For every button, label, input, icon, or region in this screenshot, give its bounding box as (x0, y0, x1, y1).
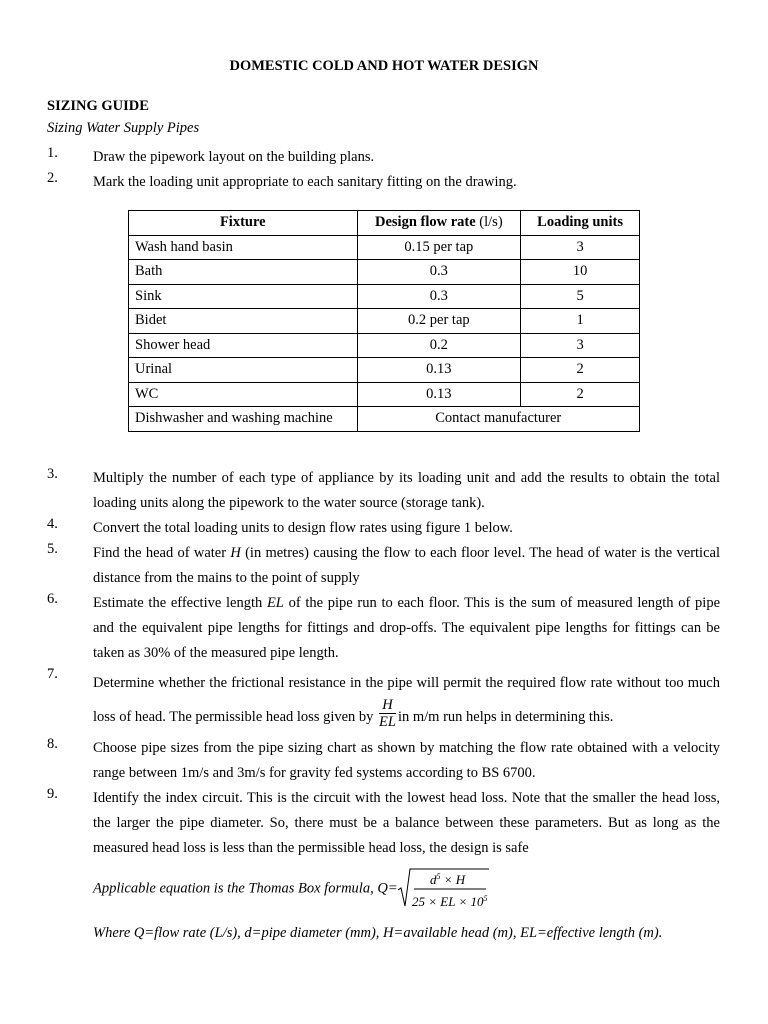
step-number: 6. (47, 591, 58, 607)
equation-numerator: $d^5 \times H$ (429, 872, 465, 887)
fraction-denominator: EL (379, 714, 396, 731)
cell-fixture: Wash hand basin (129, 235, 358, 260)
step-text: Multiply the number of each type of appliance by its loading unit and add the results to obtain the total loading units along the pipework to the water source (storage tank). (93, 470, 720, 511)
cell-fixture: Bath (129, 260, 358, 285)
cell-units: 2 (521, 382, 640, 407)
step-number: 2. (47, 170, 58, 186)
step-text: Convert the total loading units to design flow rates using figure 1 below. (93, 520, 513, 536)
step-number: 5. (47, 541, 58, 557)
step-number: 1. (47, 145, 58, 161)
step-text (93, 591, 720, 666)
cell-units: 3 (521, 333, 640, 358)
step-text: Choose pipe sizes from the pipe sizing chart as shown by matching the flow rate obtained with a velocity range between 1m/s and 3m/s for gravity fed systems according to BS 6700. (93, 740, 720, 781)
table-row (129, 407, 640, 432)
radical-sign (398, 866, 490, 912)
cell-fixture: Urinal (129, 358, 358, 383)
equation-denominator: 25 × EL × $10^5$ (411, 894, 488, 909)
document-title: DOMESTIC COLD AND HOT WATER DESIGN (229, 58, 539, 74)
table-row (129, 284, 640, 309)
table-header-row (129, 211, 640, 236)
cell-fixture: Shower head (129, 333, 358, 358)
step-number: 3. (47, 466, 58, 482)
table-row (129, 309, 640, 334)
cell-flow: 0.3 (357, 260, 521, 285)
cell-units: 10 (521, 260, 640, 285)
variable-el: EL (266, 595, 284, 611)
square-root (398, 866, 490, 912)
table-row (129, 260, 640, 285)
cell-units: 3 (521, 235, 640, 260)
fraction-numerator: H (379, 697, 396, 714)
cell-flow: 0.15 per tap (357, 235, 521, 260)
step-text: Draw the pipework layout on the building plans. (93, 149, 375, 165)
text-run: Determine whether the frictional resistance in the pipe will permit the required flow rate without too much loss of head. The permissible head loss given by (93, 675, 720, 725)
step-text (93, 541, 720, 591)
equation-legend: Where Q=flow rate (L/s), d=pipe diameter (mm), H=available head (m), EL=effective length (m). (93, 925, 663, 941)
cell-flow: 0.13 (357, 358, 521, 383)
step-number: 4. (47, 516, 58, 532)
step-text: Identify the index circuit. This is the circuit with the lowest head loss. Note that the smaller the head loss, the larger the pipe diameter. So, there must be a balance between these parameters. But as long as the measured head loss is less than the permissible head loss, the design is safe (93, 790, 720, 856)
header-loading-units: Loading units (521, 211, 640, 236)
text-run: (in metres) causing the flow to each floor level. The head of water is the vertical distance from the mains to the point of supply (93, 545, 720, 586)
table-row (129, 382, 640, 407)
cell-flow: 0.2 (357, 333, 521, 358)
text-run: Estimate the effective length (93, 595, 267, 611)
thomas-box-equation (93, 866, 490, 912)
header-flow-label: Design flow rate (375, 214, 476, 231)
step-text (93, 666, 720, 734)
step-text: Mark the loading unit appropriate to each sanitary fitting on the drawing. (93, 174, 517, 190)
variable-h: H (230, 545, 241, 561)
header-fixture: Fixture (129, 211, 358, 236)
table-row (129, 235, 640, 260)
cell-fixture: Bidet (129, 309, 358, 334)
cell-units: 1 (521, 309, 640, 334)
section-subheading: Sizing Water Supply Pipes (47, 120, 200, 136)
equation-lead: Applicable equation is the Thomas Box formula, (93, 880, 378, 897)
cell-units: 2 (521, 358, 640, 383)
table-row (129, 358, 640, 383)
cell-merged: Contact manufacturer (357, 407, 639, 432)
step-number: 8. (47, 736, 58, 752)
cell-fixture: Dishwasher and washing machine (129, 407, 358, 432)
cell-units: 5 (521, 284, 640, 309)
cell-flow: 0.2 per tap (357, 309, 521, 334)
cell-fixture: WC (129, 382, 358, 407)
step-number: 9. (47, 786, 58, 802)
cell-flow: 0.3 (357, 284, 521, 309)
table-row (129, 333, 640, 358)
header-flow-rate (357, 211, 521, 236)
header-flow-unit: (l/s) (475, 214, 503, 231)
fixture-table (128, 210, 640, 432)
cell-fixture: Sink (129, 284, 358, 309)
step-number: 7. (47, 666, 58, 682)
section-heading: SIZING GUIDE (47, 98, 149, 114)
text-run: Find the head of water (93, 545, 231, 561)
equation-lhs: Q= (377, 880, 398, 897)
head-loss-fraction (379, 697, 396, 730)
cell-flow: 0.13 (357, 382, 521, 407)
text-run: in m/m run helps in determining this. (397, 709, 614, 725)
text-run: of the pipe run to each floor. This is the sum of measured length of pipe and the equivalent pipe lengths for fittings and drop-offs. The equivalent pipe lengths for fittings can be taken as 30% of the measured pipe length. (93, 595, 721, 661)
